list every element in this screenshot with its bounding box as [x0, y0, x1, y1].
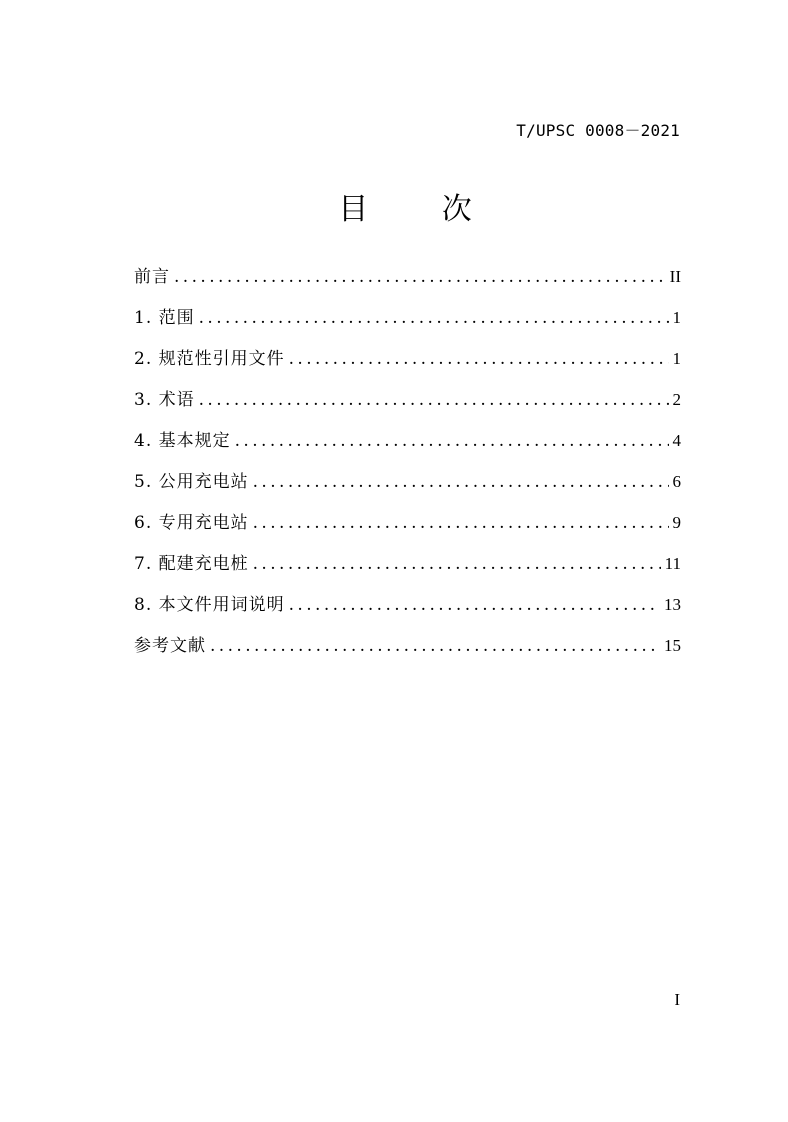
toc-leader-dots [253, 508, 669, 538]
toc-item-page: 15 [664, 636, 681, 655]
toc-item-page: 6 [672, 472, 681, 491]
toc-item-scope[interactable] [134, 303, 681, 344]
toc-item-page: 13 [664, 595, 681, 614]
toc-item-wording-explanation[interactable] [134, 590, 681, 631]
toc-item-label: 5. 公用充电站 [134, 472, 249, 492]
toc-item-label: 参考文献 [134, 636, 206, 656]
toc-leader-dots [253, 467, 669, 497]
toc-item-label: 7. 配建充电桩 [134, 554, 249, 574]
toc-leader-dots [289, 590, 660, 620]
toc-item-dedicated-charging-station[interactable] [134, 508, 681, 549]
document-code: T/UPSC 0008－2021 [516, 121, 680, 140]
toc-item-label: 前言 [134, 267, 170, 287]
table-of-contents [134, 262, 681, 672]
toc-item-label: 3. 术语 [134, 390, 195, 410]
toc-leader-dots [289, 344, 669, 374]
toc-item-label: 6. 专用充电站 [134, 513, 249, 533]
toc-item-label: 1. 范围 [134, 308, 195, 328]
toc-item-page: II [669, 267, 681, 286]
toc-item-page: 2 [672, 390, 681, 409]
toc-item-public-charging-station[interactable] [134, 467, 681, 508]
toc-item-page: 4 [672, 431, 681, 450]
toc-item-label: 2. 规范性引用文件 [134, 349, 285, 369]
toc-leader-dots [199, 303, 669, 333]
page-title: 目 次 [338, 192, 504, 227]
toc-item-page: 1 [672, 308, 681, 327]
toc-item-page: 1 [672, 349, 681, 368]
toc-leader-dots [210, 631, 660, 661]
toc-item-normative-references[interactable] [134, 344, 681, 385]
toc-item-page: 11 [664, 554, 681, 573]
page-number: I [674, 990, 680, 1009]
toc-leader-dots [199, 385, 669, 415]
toc-item-label: 4. 基本规定 [134, 431, 231, 451]
toc-item-terms[interactable] [134, 385, 681, 426]
toc-item-basic-provisions[interactable] [134, 426, 681, 467]
toc-item-page: 9 [672, 513, 681, 532]
toc-leader-dots [253, 549, 661, 579]
toc-leader-dots [174, 262, 666, 292]
toc-item-foreword[interactable] [134, 262, 681, 303]
toc-item-label: 8. 本文件用词说明 [134, 595, 285, 615]
toc-item-bibliography[interactable] [134, 631, 681, 672]
toc-leader-dots [235, 426, 669, 456]
toc-item-supporting-charging-pile[interactable] [134, 549, 681, 590]
